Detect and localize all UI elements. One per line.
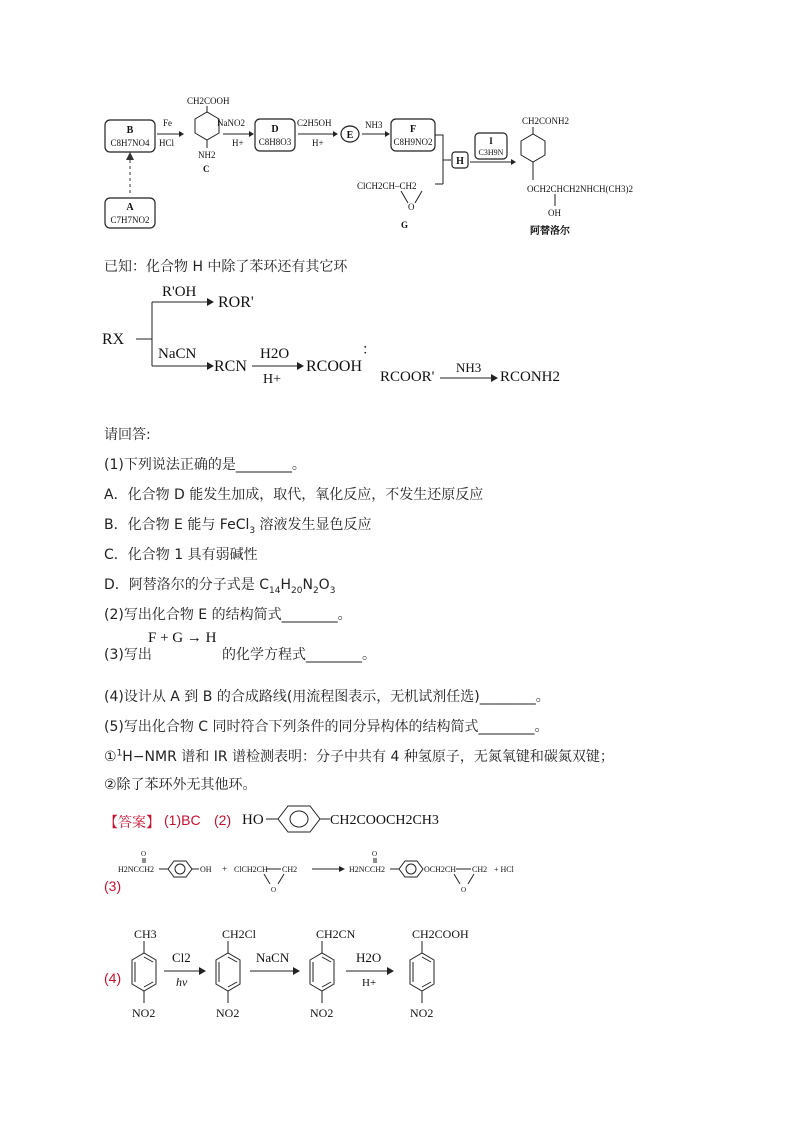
a4-no2-2: NO2 <box>216 1006 240 1020</box>
option-c: C．化合物 1 具有弱碱性 <box>104 547 258 563</box>
prompt: 请回答: <box>104 427 151 443</box>
a3-prod-ch2: CH2 <box>472 865 488 874</box>
a4-no2-4: NO2 <box>410 1006 434 1020</box>
known-rcooh: RCOOH <box>306 358 363 375</box>
a4-s4: CH2COOH <box>412 927 469 941</box>
known-intro: 已知：化合物 H 中除了苯环还有其它环 <box>104 259 348 275</box>
a3-hcl: + HCl <box>494 865 514 874</box>
question-3-equation: F + G → H <box>148 630 217 646</box>
product-substituent-top: CH2CONH2 <box>522 116 570 126</box>
condition-2: ②除了苯环外无其他环。 <box>104 777 257 793</box>
known-hplus: H+ <box>263 372 282 387</box>
reagent-fe: Fe <box>163 118 172 128</box>
a2-ho: HO <box>242 812 264 828</box>
compound-b-formula: C8H7NO4 <box>110 138 150 148</box>
answer-2-label: (2) <box>214 812 232 828</box>
known-rcoor: RCOOR' <box>380 369 435 385</box>
answer-tag: 【答案】 <box>104 815 160 831</box>
option-d: D．阿替洛尔的分子式是 $C_{14}H_{20}N_2O_3$ <box>104 577 336 596</box>
compound-f-formula: C8H9NO2 <box>393 137 433 147</box>
a4-s3: CH2CN <box>316 927 356 941</box>
svg-text:O: O <box>141 850 147 858</box>
a4-hplus: H+ <box>362 977 377 989</box>
a3-oh: OH <box>200 865 212 874</box>
product-name: 阿替洛尔 <box>530 226 570 237</box>
question-3-suffix: 的化学方程式________。 <box>222 647 376 663</box>
compound-c-label: C <box>203 164 210 174</box>
reagent-nano2: NaNO2 <box>217 118 245 128</box>
compound-a-label: A <box>126 202 134 213</box>
compound-e-label: E <box>346 130 354 141</box>
svg-text:O: O <box>461 886 467 894</box>
compound-h-label: H <box>456 156 464 167</box>
answer-2-structure <box>240 800 450 840</box>
a3-o: O <box>271 886 277 894</box>
a3-g: ClCH2CH <box>234 865 268 874</box>
svg-text:O: O <box>372 850 378 858</box>
known-colon: ： <box>362 343 376 358</box>
reagent-ethanol: C2H5OH <box>297 118 332 128</box>
benzene-ring-c <box>195 112 219 140</box>
question-1: (1)下列说法正确的是________。 <box>104 457 306 473</box>
a3-ch2: CH2 <box>282 865 298 874</box>
known-rconh2: RCONH2 <box>500 369 561 385</box>
a4-hv: hv <box>176 975 188 989</box>
a4-s1: CH3 <box>134 927 157 941</box>
condition-1: ①$^1$H−NMR 谱和 IR 谱检测表明：分子中共有 4 种氢原子，无氮氧键和碳氮双键； <box>104 748 614 765</box>
compound-g-label: G <box>401 220 409 230</box>
a3-prod-ether: OCH2CH <box>424 865 457 874</box>
answer-4-label: (4) <box>104 970 122 986</box>
synthesis-scheme <box>95 88 675 248</box>
compound-a-formula: C7H7NO2 <box>110 215 150 225</box>
benzene-ring-product <box>521 134 545 162</box>
known-ror: ROR' <box>218 294 254 311</box>
a4-nacn: NaCN <box>256 950 290 965</box>
product-side-chain: OCH2CHCH2NHCH(CH3)2 <box>527 184 634 194</box>
a2-chain: CH2COOCH2CH3 <box>330 813 439 828</box>
known-nacn: NaCN <box>158 346 197 362</box>
answer-4-route <box>120 924 520 1034</box>
a3-prod-amide: H2NCCH2 <box>349 865 386 874</box>
answer-3-equation <box>116 846 556 898</box>
c-substituent-bottom: NH2 <box>198 150 216 160</box>
compound-f-label: F <box>409 124 417 135</box>
known-reactions <box>100 282 620 390</box>
reagent-hplus-2: H+ <box>312 138 324 148</box>
option-b: B．化合物 E 能与 FeCl$_3$ 溶液发生显色反应 <box>104 517 372 536</box>
compound-g-oxygen: O <box>408 202 415 212</box>
known-nh3: NH3 <box>456 360 482 375</box>
question-3-prefix: (3)写出 <box>104 647 152 663</box>
a4-h2o: H2O <box>356 950 382 965</box>
known-h2o: H2O <box>260 346 290 362</box>
a4-s2: CH2Cl <box>222 927 257 941</box>
reagent-hplus-1: H+ <box>232 138 244 148</box>
product-hydroxyl: OH <box>548 208 561 218</box>
compound-i-formula: C3H9N <box>478 148 504 157</box>
question-4: (4)设计从 A 到 B 的合成路线(用流程图表示，无机试剂任选)________。 <box>104 689 550 705</box>
answer-1: (1)BC <box>164 812 201 828</box>
answer-3-label: (3) <box>104 878 122 894</box>
reagent-hcl: HCl <box>159 138 175 148</box>
known-roh: R'OH <box>162 284 197 300</box>
compound-d-formula: C8H8O3 <box>258 137 292 147</box>
reagent-nh3: NH3 <box>365 120 383 130</box>
compound-i-label: I <box>489 136 493 146</box>
known-rx: RX <box>102 331 125 348</box>
option-a: A．化合物 D 能发生加成，取代，氧化反应，不发生还原反应 <box>104 487 484 503</box>
a3-amide: H2NCCH2 <box>118 865 155 874</box>
a4-cl2: Cl2 <box>172 950 191 965</box>
c-substituent-top: CH2COOH <box>187 96 230 106</box>
compound-b-label: B <box>126 125 134 136</box>
question-2: (2)写出化合物 E 的结构简式________。 <box>104 607 352 623</box>
compound-d-label: D <box>271 124 279 135</box>
a3-plus: + <box>222 864 228 874</box>
a4-no2-1: NO2 <box>132 1006 156 1020</box>
a4-no2-3: NO2 <box>310 1006 334 1020</box>
known-rcn: RCN <box>214 358 247 375</box>
question-5: (5)写出化合物 C 同时符合下列条件的同分异构体的结构简式________。 <box>104 719 549 735</box>
a2-benzene <box>278 806 320 832</box>
compound-g-formula: ClCH2CH–CH2 <box>357 181 417 191</box>
